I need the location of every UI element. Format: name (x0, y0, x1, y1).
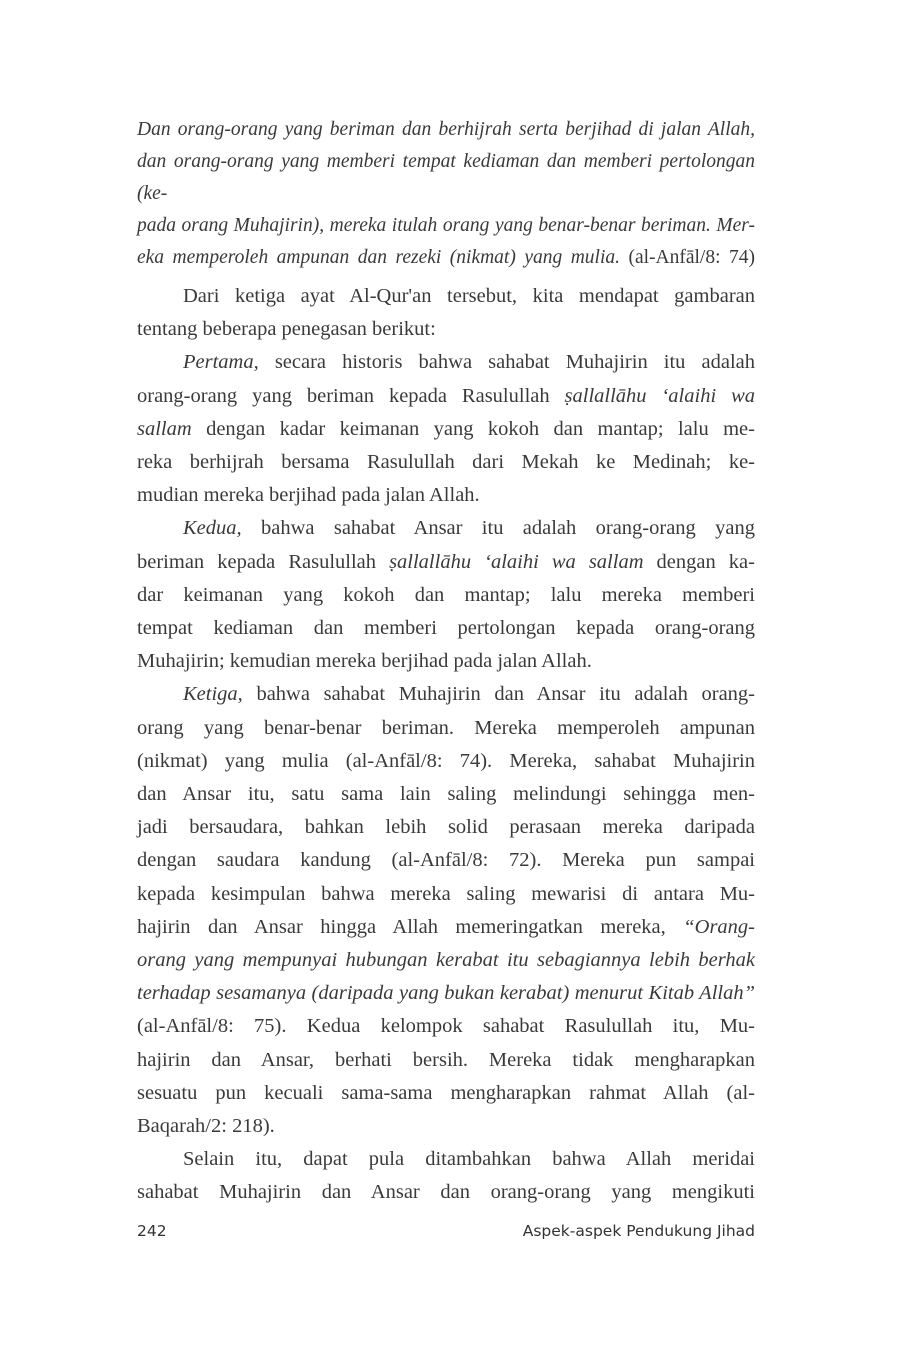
text-segment: secara historis bahwa sahabat Muhajirin itu adalah (258, 351, 755, 374)
text-segment: dengan kadar keimanan yang kokoh dan mantap; lalu me- (191, 417, 755, 440)
italic-text: eka memperoleh ampunan dan rezeki (nikmat) yang mulia. (137, 247, 620, 268)
text-segment: sahabat Muhajirin dan Ansar dan orang-orang yang mengikuti (137, 1181, 755, 1204)
paragraph (137, 678, 755, 1143)
paragraph (137, 280, 755, 346)
text-line (137, 612, 755, 645)
text-line (137, 878, 755, 911)
text-line (137, 413, 755, 446)
text-segment: Selain itu, dapat pula ditambahkan bahwa Allah meridai (183, 1148, 755, 1171)
text-line (137, 811, 755, 844)
text-segment: kepada kesimpulan bahwa mereka saling mewarisi di antara Mu- (137, 882, 755, 905)
text-line (137, 911, 755, 944)
text-line (137, 346, 755, 379)
text-segment: bahwa sahabat Muhajirin dan Ansar itu adalah orang- (242, 683, 755, 706)
text-line (137, 114, 755, 146)
text-line (137, 242, 755, 274)
text-segment: bahwa sahabat Ansar itu adalah orang-orang yang (241, 517, 755, 540)
text-line (137, 678, 755, 711)
text-line (137, 1143, 755, 1176)
italic-text: terhadap sesamanya (daripada yang bukan kerabat) menurut Kitab Allah” (137, 982, 755, 1005)
page-footer (137, 1222, 755, 1240)
italic-text: ṣallallāhu ‘alaihi wa (564, 384, 755, 407)
text-segment: (al-Anfāl/8: 75). Kedua kelompok sahabat Rasulullah itu, Mu- (137, 1015, 755, 1038)
text-segment: orang yang benar-benar beriman. Mereka memperoleh ampunan (137, 716, 755, 739)
paragraph (137, 346, 755, 512)
text-line (137, 579, 755, 612)
text-line (137, 844, 755, 877)
text-line (137, 778, 755, 811)
italic-text: pada orang Muhajirin), mereka itulah orang yang benar-benar beriman. Mer- (137, 215, 755, 236)
text-segment: reka berhijrah bersama Rasulullah dari Mekah ke Medinah; ke- (137, 451, 755, 474)
paragraph (137, 512, 755, 678)
page-number: 242 (137, 1222, 167, 1240)
body-text (137, 280, 755, 1210)
text-line (137, 977, 755, 1010)
text-line (137, 1044, 755, 1077)
text-segment: tempat kediaman dan memberi pertolongan kepada orang-orang (137, 617, 755, 640)
text-segment: hajirin dan Ansar hingga Allah memeringatkan mereka, (137, 915, 684, 938)
text-line (137, 645, 755, 678)
text-line (137, 512, 755, 545)
text-line (137, 313, 755, 346)
text-segment: dengan saudara kandung (al-Anfāl/8: 72). Mereka pun sampai (137, 849, 755, 872)
italic-text: Kedua, (183, 517, 242, 540)
text-line (137, 1110, 755, 1143)
text-segment: sesuatu pun kecuali sama-sama mengharapkan rahmat Allah (al- (137, 1081, 755, 1104)
text-segment: Muhajirin; kemudian mereka berjihad pada jalan Allah. (137, 650, 592, 673)
italic-text: orang yang mempunyai hubungan kerabat itu sebagiannya lebih berhak (137, 949, 755, 972)
text-line (137, 479, 755, 512)
text-line (137, 1176, 755, 1209)
paragraph (137, 1143, 755, 1209)
text-segment: mudian mereka berjihad pada jalan Allah. (137, 484, 480, 507)
text-segment: hajirin dan Ansar, berhati bersih. Mereka tidak mengharapkan (137, 1048, 755, 1071)
quran-verse-quote (137, 114, 755, 274)
text-line (137, 146, 755, 210)
italic-text: Pertama, (183, 351, 259, 374)
running-title: Aspek-aspek Pendukung Jihad (522, 1222, 755, 1240)
text-segment: Baqarah/2: 218). (137, 1115, 275, 1138)
text-segment: (nikmat) yang mulia (al-Anfāl/8: 74). Mereka, sahabat Muhajirin (137, 749, 755, 772)
text-segment: tentang beberapa penegasan berikut: (137, 318, 436, 341)
text-segment: orang-orang yang beriman kepada Rasulullah (137, 384, 565, 407)
text-line (137, 944, 755, 977)
text-line (137, 446, 755, 479)
text-segment: (al-Anfāl/8: 74) (620, 247, 755, 268)
text-segment: Dari ketiga ayat Al-Qur'an tersebut, kita mendapat gambaran (183, 285, 755, 307)
text-segment: dar keimanan yang kokoh dan mantap; lalu mereka memberi (137, 583, 755, 606)
text-line (137, 1010, 755, 1043)
text-segment: beriman kepada Rasulullah (137, 550, 390, 573)
text-line (137, 712, 755, 745)
text-line (137, 745, 755, 778)
italic-text: dan orang-orang yang memberi tempat kediaman dan memberi pertolongan (ke- (137, 151, 755, 204)
italic-text: ṣallallāhu ‘alaihi wa sallam (389, 550, 644, 573)
text-line (137, 210, 755, 242)
page-body (137, 114, 755, 1210)
italic-text: Dan orang-orang yang beriman dan berhijrah serta berjihad di jalan Allah, (137, 119, 755, 140)
text-line (137, 1077, 755, 1110)
text-line (137, 546, 755, 579)
italic-text: sallam (137, 417, 192, 440)
text-line (137, 280, 755, 313)
text-line (137, 380, 755, 413)
text-segment: dengan ka- (643, 550, 755, 573)
text-segment: dan Ansar itu, satu sama lain saling melindungi sehingga men- (137, 783, 755, 806)
italic-text: Ketiga, (183, 683, 243, 706)
text-segment: jadi bersaudara, bahkan lebih solid perasaan mereka daripada (137, 816, 755, 839)
italic-text: “Orang- (683, 915, 755, 938)
